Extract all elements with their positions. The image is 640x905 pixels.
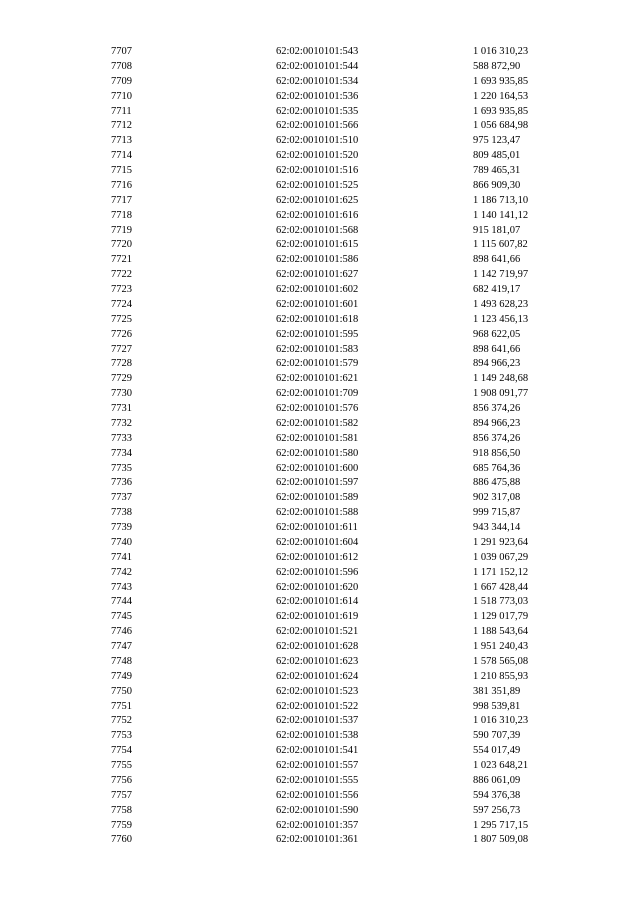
cadastral-value: 999 715,87 xyxy=(473,507,521,519)
cadastral-number: 62:02:0010101:602 xyxy=(276,284,359,295)
row-number: 7751 xyxy=(111,700,132,712)
cadastral-value: 1 667 428,44 xyxy=(473,581,529,593)
table-row xyxy=(0,253,640,268)
row-number: 7709 xyxy=(111,75,132,87)
table-row xyxy=(0,729,640,744)
cadastral-number: 62:02:0010101:618 xyxy=(276,313,359,325)
row-number: 7715 xyxy=(111,165,132,176)
row-number: 7708 xyxy=(111,60,132,72)
cadastral-number: 62:02:0010101:620 xyxy=(276,581,359,593)
cadastral-value: 685 764,36 xyxy=(473,462,521,474)
table-row xyxy=(0,759,640,774)
cadastral-value: 597 256,73 xyxy=(473,804,521,816)
cadastral-value: 1 142 719,97 xyxy=(473,269,529,281)
cadastral-number: 62:02:0010101:596 xyxy=(276,566,359,578)
cadastral-value: 1 140 141,12 xyxy=(473,209,529,221)
table-row xyxy=(0,491,640,506)
table-row xyxy=(0,134,640,149)
cadastral-value: 588 872,90 xyxy=(473,60,521,72)
row-number: 7734 xyxy=(111,447,132,459)
cadastral-value: 554 017,49 xyxy=(473,745,521,757)
cadastral-value: 886 061,09 xyxy=(473,774,521,786)
row-number: 7750 xyxy=(111,685,132,697)
table-row xyxy=(0,595,640,610)
cadastral-number: 62:02:0010101:611 xyxy=(276,522,358,533)
row-number: 7749 xyxy=(111,670,132,682)
cadastral-value: 856 374,26 xyxy=(473,432,521,444)
row-number: 7716 xyxy=(111,179,132,191)
cadastral-value: 1 295 717,15 xyxy=(473,819,529,831)
row-number: 7737 xyxy=(111,492,132,504)
table-row xyxy=(0,343,640,358)
cadastral-value: 789 465,31 xyxy=(473,165,521,176)
row-number: 7729 xyxy=(111,373,132,385)
cadastral-number: 62:02:0010101:557 xyxy=(276,760,359,771)
row-number: 7732 xyxy=(111,417,132,429)
table-row xyxy=(0,714,640,729)
table-row xyxy=(0,566,640,581)
cadastral-number: 62:02:0010101:582 xyxy=(276,417,359,429)
table-row xyxy=(0,45,640,60)
table-row xyxy=(0,655,640,670)
row-number: 7725 xyxy=(111,313,132,325)
table-row xyxy=(0,447,640,462)
cadastral-number: 62:02:0010101:556 xyxy=(276,789,359,801)
cadastral-number: 62:02:0010101:544 xyxy=(276,60,359,72)
cadastral-number: 62:02:0010101:538 xyxy=(276,730,359,742)
table-row xyxy=(0,179,640,194)
cadastral-value: 894 966,23 xyxy=(473,358,521,370)
table-row xyxy=(0,789,640,804)
row-number: 7723 xyxy=(111,284,132,295)
table-row xyxy=(0,774,640,789)
cadastral-number: 62:02:0010101:597 xyxy=(276,477,359,489)
row-number: 7739 xyxy=(111,522,132,533)
cadastral-value: 1 518 773,03 xyxy=(473,596,529,608)
cadastral-value: 998 539,81 xyxy=(473,700,521,712)
table-row xyxy=(0,462,640,477)
row-number: 7752 xyxy=(111,715,132,727)
cadastral-number: 62:02:0010101:628 xyxy=(276,641,359,652)
table-row xyxy=(0,640,640,655)
cadastral-number: 62:02:0010101:583 xyxy=(276,343,359,355)
table-row xyxy=(0,283,640,298)
row-number: 7741 xyxy=(111,551,132,563)
cadastral-value: 898 641,66 xyxy=(473,343,521,355)
cadastral-value: 975 123,47 xyxy=(473,135,521,147)
table-row xyxy=(0,387,640,402)
cadastral-number: 62:02:0010101:619 xyxy=(276,611,359,623)
table-row xyxy=(0,581,640,596)
cadastral-value: 1 210 855,93 xyxy=(473,670,529,682)
table-row xyxy=(0,833,640,848)
row-number: 7753 xyxy=(111,730,132,742)
cadastral-number: 62:02:0010101:361 xyxy=(276,834,359,846)
cadastral-value: 1 171 152,12 xyxy=(473,566,529,578)
table-row xyxy=(0,432,640,447)
cadastral-number: 62:02:0010101:600 xyxy=(276,462,359,474)
row-number: 7718 xyxy=(111,209,132,221)
cadastral-number: 62:02:0010101:525 xyxy=(276,179,359,191)
row-number: 7757 xyxy=(111,789,132,801)
cadastral-value: 1 908 091,77 xyxy=(473,388,529,400)
row-number: 7721 xyxy=(111,254,132,266)
cadastral-number: 62:02:0010101:537 xyxy=(276,715,359,727)
cadastral-value: 1 149 248,68 xyxy=(473,373,529,385)
table-row xyxy=(0,357,640,372)
cadastral-number: 62:02:0010101:624 xyxy=(276,670,359,682)
row-number: 7713 xyxy=(111,135,132,147)
cadastral-value: 1 951 240,43 xyxy=(473,641,529,652)
row-number: 7747 xyxy=(111,641,132,652)
row-number: 7726 xyxy=(111,328,132,340)
row-number: 7748 xyxy=(111,655,132,667)
cadastral-value: 886 475,88 xyxy=(473,477,521,489)
row-number: 7738 xyxy=(111,507,132,519)
cadastral-value: 856 374,26 xyxy=(473,403,521,414)
cadastral-value: 894 966,23 xyxy=(473,417,521,429)
table-row xyxy=(0,506,640,521)
cadastral-number: 62:02:0010101:623 xyxy=(276,655,359,667)
row-number: 7731 xyxy=(111,403,132,414)
cadastral-number: 62:02:0010101:510 xyxy=(276,135,359,147)
cadastral-value: 1 016 310,23 xyxy=(473,715,529,727)
cadastral-value: 1 493 628,23 xyxy=(473,298,529,310)
cadastral-value: 1 123 456,13 xyxy=(473,313,529,325)
cadastral-number: 62:02:0010101:588 xyxy=(276,507,359,519)
cadastral-number: 62:02:0010101:568 xyxy=(276,224,359,236)
cadastral-value: 1 578 565,08 xyxy=(473,655,529,667)
table-row xyxy=(0,60,640,75)
cadastral-value: 381 351,89 xyxy=(473,685,521,697)
table-row xyxy=(0,268,640,283)
table-row xyxy=(0,625,640,640)
row-number: 7736 xyxy=(111,477,132,489)
cadastral-value: 1 220 164,53 xyxy=(473,90,529,102)
cadastral-number: 62:02:0010101:357 xyxy=(276,819,359,831)
cadastral-value: 590 707,39 xyxy=(473,730,521,742)
table-row xyxy=(0,224,640,239)
cadastral-value-table xyxy=(0,45,640,848)
cadastral-number: 62:02:0010101:627 xyxy=(276,269,359,281)
table-row xyxy=(0,670,640,685)
row-number: 7733 xyxy=(111,432,132,444)
row-number: 7710 xyxy=(111,90,132,102)
cadastral-number: 62:02:0010101:580 xyxy=(276,447,359,459)
table-row xyxy=(0,164,640,179)
row-number: 7759 xyxy=(111,819,132,831)
cadastral-number: 62:02:0010101:614 xyxy=(276,596,359,608)
row-number: 7720 xyxy=(111,239,132,251)
table-row xyxy=(0,75,640,90)
table-row xyxy=(0,610,640,625)
cadastral-value: 915 181,07 xyxy=(473,224,521,236)
table-row xyxy=(0,744,640,759)
cadastral-number: 62:02:0010101:601 xyxy=(276,298,359,310)
cadastral-number: 62:02:0010101:555 xyxy=(276,774,359,786)
table-row xyxy=(0,105,640,120)
table-row xyxy=(0,536,640,551)
row-number: 7712 xyxy=(111,120,132,132)
table-row xyxy=(0,90,640,105)
cadastral-number: 62:02:0010101:625 xyxy=(276,194,359,206)
cadastral-value: 898 641,66 xyxy=(473,254,521,266)
table-row xyxy=(0,476,640,491)
row-number: 7745 xyxy=(111,611,132,623)
table-row xyxy=(0,328,640,343)
row-number: 7714 xyxy=(111,150,132,162)
table-row xyxy=(0,521,640,536)
row-number: 7758 xyxy=(111,804,132,816)
cadastral-value: 1 039 067,29 xyxy=(473,551,529,563)
cadastral-number: 62:02:0010101:612 xyxy=(276,551,359,563)
table-row xyxy=(0,402,640,417)
cadastral-value: 1 016 310,23 xyxy=(473,46,529,57)
table-row xyxy=(0,551,640,566)
cadastral-value: 682 419,17 xyxy=(473,284,521,295)
cadastral-number: 62:02:0010101:520 xyxy=(276,150,359,162)
row-number: 7740 xyxy=(111,536,132,548)
table-row xyxy=(0,298,640,313)
cadastral-number: 62:02:0010101:534 xyxy=(276,75,359,87)
cadastral-number: 62:02:0010101:581 xyxy=(276,432,359,444)
row-number: 7742 xyxy=(111,566,132,578)
row-number: 7711 xyxy=(111,105,132,117)
cadastral-value: 918 856,50 xyxy=(473,447,521,459)
cadastral-number: 62:02:0010101:709 xyxy=(276,388,359,400)
cadastral-number: 62:02:0010101:579 xyxy=(276,358,359,370)
table-row xyxy=(0,238,640,253)
cadastral-value: 902 317,08 xyxy=(473,492,521,504)
cadastral-number: 62:02:0010101:576 xyxy=(276,403,359,414)
row-number: 7724 xyxy=(111,298,132,310)
cadastral-number: 62:02:0010101:590 xyxy=(276,804,359,816)
cadastral-number: 62:02:0010101:521 xyxy=(276,626,359,638)
cadastral-number: 62:02:0010101:536 xyxy=(276,90,359,102)
cadastral-value: 943 344,14 xyxy=(473,522,521,533)
cadastral-number: 62:02:0010101:543 xyxy=(276,46,359,57)
table-row xyxy=(0,119,640,134)
row-number: 7760 xyxy=(111,834,132,846)
cadastral-value: 968 622,05 xyxy=(473,328,521,340)
cadastral-number: 62:02:0010101:516 xyxy=(276,165,359,176)
table-row xyxy=(0,372,640,387)
cadastral-number: 62:02:0010101:616 xyxy=(276,209,359,221)
row-number: 7722 xyxy=(111,269,132,281)
cadastral-number: 62:02:0010101:589 xyxy=(276,492,359,504)
cadastral-value: 1 693 935,85 xyxy=(473,75,529,87)
cadastral-value: 1 056 684,98 xyxy=(473,120,529,132)
row-number: 7719 xyxy=(111,224,132,236)
cadastral-number: 62:02:0010101:522 xyxy=(276,700,359,712)
row-number: 7756 xyxy=(111,774,132,786)
cadastral-value: 1 023 648,21 xyxy=(473,760,529,771)
row-number: 7735 xyxy=(111,462,132,474)
table-row xyxy=(0,804,640,819)
cadastral-value: 866 909,30 xyxy=(473,179,521,191)
cadastral-value: 1 188 543,64 xyxy=(473,626,529,638)
cadastral-value: 1 186 713,10 xyxy=(473,194,529,206)
table-row xyxy=(0,819,640,834)
cadastral-value: 1 807 509,08 xyxy=(473,834,529,846)
cadastral-value: 1 291 923,64 xyxy=(473,536,529,548)
cadastral-number: 62:02:0010101:595 xyxy=(276,328,359,340)
row-number: 7746 xyxy=(111,626,132,638)
cadastral-value: 1 129 017,79 xyxy=(473,611,529,623)
row-number: 7717 xyxy=(111,194,132,206)
table-row xyxy=(0,700,640,715)
cadastral-number: 62:02:0010101:604 xyxy=(276,536,359,548)
cadastral-number: 62:02:0010101:523 xyxy=(276,685,359,697)
row-number: 7754 xyxy=(111,745,132,757)
row-number: 7728 xyxy=(111,358,132,370)
cadastral-value: 809 485,01 xyxy=(473,150,521,162)
row-number: 7744 xyxy=(111,596,132,608)
table-row xyxy=(0,417,640,432)
row-number: 7755 xyxy=(111,760,132,771)
table-row xyxy=(0,313,640,328)
cadastral-number: 62:02:0010101:615 xyxy=(276,239,359,251)
cadastral-number: 62:02:0010101:621 xyxy=(276,373,359,385)
row-number: 7727 xyxy=(111,343,132,355)
cadastral-value: 594 376,38 xyxy=(473,789,521,801)
cadastral-value: 1 693 935,85 xyxy=(473,105,529,117)
row-number: 7743 xyxy=(111,581,132,593)
cadastral-value: 1 115 607,82 xyxy=(473,239,528,251)
cadastral-number: 62:02:0010101:566 xyxy=(276,120,359,132)
row-number: 7707 xyxy=(111,46,132,57)
table-row xyxy=(0,209,640,224)
table-row xyxy=(0,685,640,700)
cadastral-number: 62:02:0010101:535 xyxy=(276,105,359,117)
table-row xyxy=(0,149,640,164)
cadastral-number: 62:02:0010101:586 xyxy=(276,254,359,266)
cadastral-number: 62:02:0010101:541 xyxy=(276,745,359,757)
row-number: 7730 xyxy=(111,388,132,400)
table-row xyxy=(0,194,640,209)
